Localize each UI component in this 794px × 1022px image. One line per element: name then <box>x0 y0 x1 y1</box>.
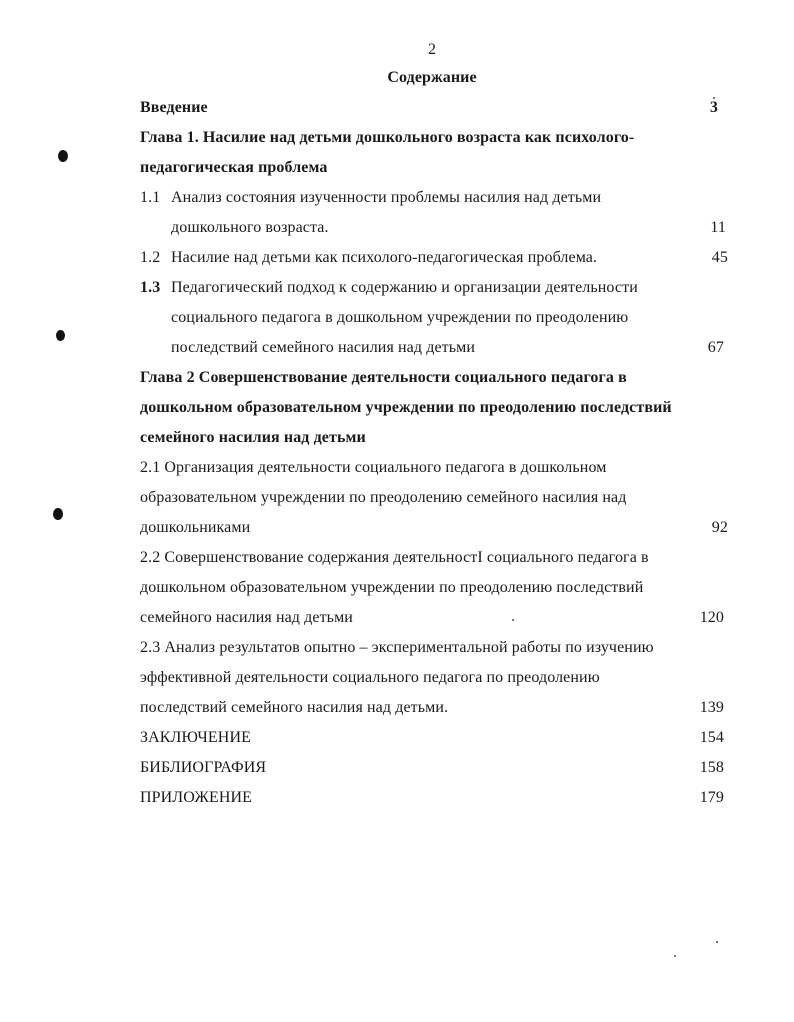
toc-appendix-page: 179 <box>699 789 724 806</box>
toc-section-title: 2.2 Совершенствование содержания деятельностІ социального педагога в <box>140 549 649 566</box>
toc-section-title: 2.1 Организация деятельности социального педагога в дошкольном <box>140 459 607 476</box>
toc-section-title: Насилие над детьми как психолого-педагогическая проблема. <box>171 249 598 266</box>
toc-section-page: 139 <box>699 699 724 716</box>
toc-section-page: 92 <box>711 519 728 536</box>
toc-chapter2-title: семейного насилия над детьми <box>140 429 366 446</box>
toc-appendix-label: ПРИЛОЖЕНИЕ <box>140 789 253 806</box>
toc-section-title: семейного насилия над детьми <box>140 609 353 626</box>
toc-section-title: дошкольном образовательном учреждении по преодолению последствий <box>140 579 644 596</box>
page-title: Содержание <box>387 69 477 86</box>
page-number: 2 <box>427 41 437 58</box>
scan-dot <box>674 955 676 957</box>
toc-section-page: 11 <box>710 219 726 236</box>
toc-section-number: 1.2 <box>140 249 161 266</box>
toc-section-title: дошкольного возраста. <box>171 219 329 236</box>
toc-section-title: эффективной деятельности социального педагога по преодолению <box>140 669 600 686</box>
scan-speck <box>58 150 68 162</box>
toc-chapter2-title: Глава 2 Совершенствование деятельности социального педагога в <box>140 369 627 386</box>
toc-chapter2-title: дошкольном образовательном учреждении по преодолению последствий <box>140 399 672 416</box>
toc-section-page: 120 <box>699 609 724 626</box>
toc-section-number: 1.3 <box>140 279 161 296</box>
toc-chapter1-title: Глава 1. Насилие над детьми дошкольного возраста как психолого- <box>140 129 635 146</box>
toc-section-page: 45 <box>711 249 728 266</box>
toc-section-title: последствий семейного насилия над детьми <box>171 339 476 356</box>
scan-dot <box>512 619 514 621</box>
toc-bibliography-label: БИБЛИОГРАФИЯ <box>140 759 267 776</box>
toc-section-title: 2.3 Анализ результатов опытно – экспериментальной работы по изучению <box>140 639 654 656</box>
toc-section-page: 67 <box>707 339 724 356</box>
toc-section-title: социального педагога в дошкольном учреждении по преодолению <box>171 309 629 326</box>
toc-section-title: Анализ состояния изученности проблемы насилия над детьми <box>171 189 602 206</box>
scan-speck <box>56 330 65 341</box>
toc-bibliography-page: 158 <box>699 759 724 776</box>
toc-section-number: 1.1 <box>140 189 161 206</box>
toc-chapter1-title: педагогическая проблема <box>140 159 328 176</box>
scan-dot <box>716 941 718 943</box>
toc-conclusion-label: ЗАКЛЮЧЕНИЕ <box>140 729 251 746</box>
toc-intro-page: 3 <box>709 99 718 116</box>
toc-section-title: образовательном учреждении по преодолению семейного насилия над <box>140 489 627 506</box>
toc-intro-label: Введение <box>140 99 208 116</box>
scan-speck <box>53 508 63 520</box>
toc-conclusion-page: 154 <box>699 729 724 746</box>
toc-section-title: последствий семейного насилия над детьми. <box>140 699 449 716</box>
toc-section-title: дошкольниками <box>140 519 251 536</box>
toc-section-title: Педагогический подход к содержанию и организации деятельности <box>171 279 638 296</box>
